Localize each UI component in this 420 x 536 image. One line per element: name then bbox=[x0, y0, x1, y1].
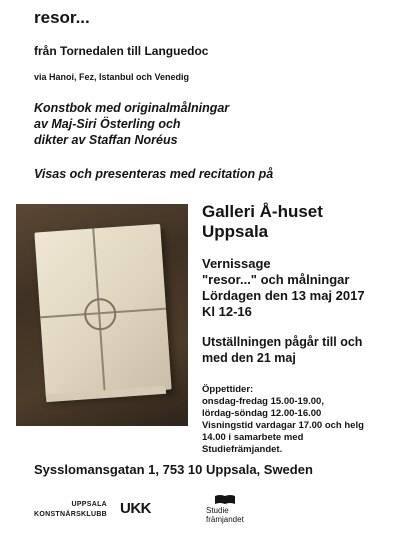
artbook-cover bbox=[34, 224, 171, 398]
vernissage-heading: Vernissage bbox=[202, 256, 271, 271]
ukk-logo-line-2: KONSTNÄRSKLUBB bbox=[34, 511, 108, 518]
description-line-2: av Maj-Siri Österling och bbox=[34, 117, 181, 131]
hours-weekday: onsdag-fredag 15.00-19.00, bbox=[202, 396, 324, 407]
vernissage-time: Kl 12-16 bbox=[202, 304, 252, 319]
via-cities: via Hanoi, Fez, Istanbul och Venedig bbox=[34, 72, 190, 82]
sf-logo-line-2: främjandet bbox=[206, 515, 244, 524]
gallery-name bbox=[202, 202, 323, 242]
vernissage-show: "resor..." och målningar bbox=[202, 272, 350, 287]
gallery-name-line-2: Uppsala bbox=[202, 222, 269, 241]
description-line-3: dikter av Staffan Noréus bbox=[34, 133, 178, 147]
exhibition-duration bbox=[202, 334, 362, 366]
description-line-1: Konstbok med originalmålningar bbox=[34, 101, 230, 115]
exhibition-line-2: med den 21 maj bbox=[202, 351, 296, 365]
hours-partner: Studiefrämjandet. bbox=[202, 444, 283, 455]
book-icon bbox=[214, 494, 236, 505]
studieframjandet-logo bbox=[206, 494, 266, 528]
hours-weekend: lördag-söndag 12.00-16.00 bbox=[202, 408, 322, 419]
recitation-line: Visas och presenteras med recitation på bbox=[34, 167, 274, 181]
vernissage-date: Lördagen den 13 maj 2017 bbox=[202, 288, 365, 303]
sf-logo-line-1: Studie bbox=[206, 506, 229, 515]
ukk-logo-text bbox=[34, 500, 107, 520]
hours-viewing: Visningstid vardagar 17.00 och helg bbox=[202, 420, 364, 431]
string-knot bbox=[83, 297, 117, 331]
vernissage-block bbox=[202, 256, 365, 320]
opening-hours bbox=[202, 384, 364, 456]
hours-cooperation: 14.00 i samarbete med bbox=[202, 432, 304, 443]
venue-address: Sysslomansgatan 1, 753 10 Uppsala, Sweden bbox=[34, 462, 313, 477]
ukk-logo-mark: UKK bbox=[120, 500, 151, 517]
gallery-name-line-1: Galleri Å-huset bbox=[202, 202, 323, 221]
artbook-photo bbox=[16, 204, 188, 426]
route-subtitle: från Tornedalen till Languedoc bbox=[34, 44, 209, 58]
hours-heading: Öppettider: bbox=[202, 384, 254, 395]
ukk-logo bbox=[34, 498, 162, 524]
exhibition-line-1: Utställningen pågår till och bbox=[202, 335, 363, 349]
ukk-logo-line-1: UPPSALA bbox=[71, 501, 108, 508]
studieframjandet-text bbox=[206, 506, 244, 524]
poster-title: resor... bbox=[34, 8, 90, 27]
